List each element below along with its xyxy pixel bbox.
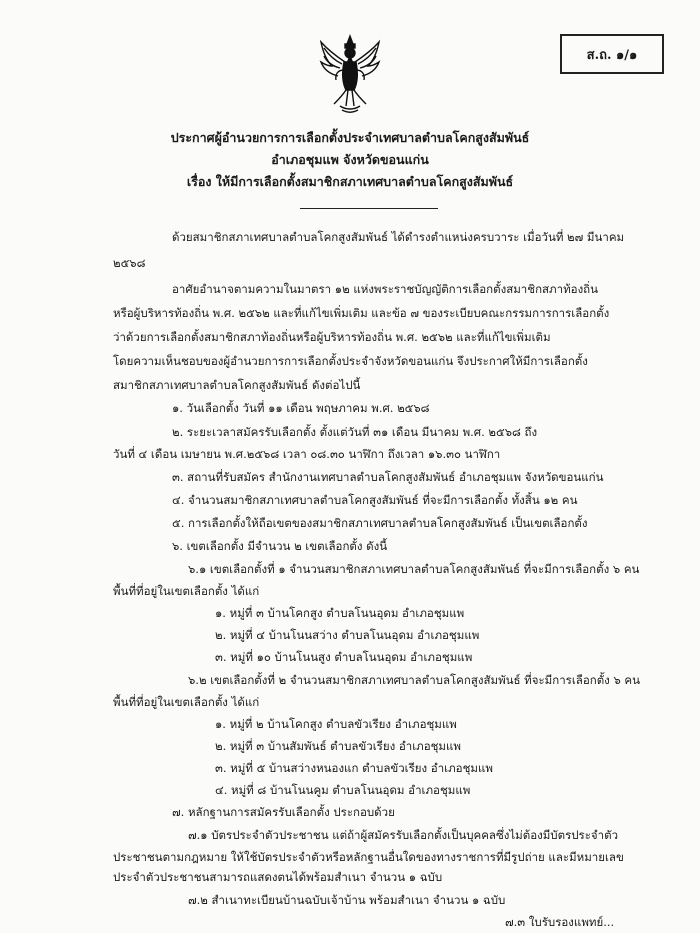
form-code: ส.ถ. ๑/๑ [586, 47, 638, 63]
list-item: ๖. เขตเลือกตั้ง มีจำนวน ๒ เขตเลือกตั้ง ดังนี้ [172, 539, 388, 553]
body-line: ว่าด้วยการเลือกตั้งสมาชิกสภาท้องถิ่นหรือผู้บริหารท้องถิ่น พ.ศ. ๒๕๖๒ และที่แก้ไขเพิ่มเติม [113, 330, 551, 344]
list-item: ๒. หมู่ที่ ๔ บ้านโนนสว่าง ตำบลโนนอุดม อำเภอชุมแพ [215, 628, 480, 642]
body-line: หรือผู้บริหารท้องถิ่น พ.ศ. ๒๕๖๒ และที่แก้ไขเพิ่มเติม และข้อ ๗ ของระเบียบคณะกรรมการการเลือกตั้ง [113, 306, 610, 320]
list-item: ๒. ระยะเวลาสมัครรับเลือกตั้ง ตั้งแต่วันที่ ๓๑ เดือน มีนาคม พ.ศ. ๒๕๖๘ ถึง [172, 425, 538, 439]
body-line: พื้นที่ที่อยู่ในเขตเลือกตั้ง ได้แก่ [113, 695, 260, 709]
header-subject: เรื่อง ให้มีการเลือกตั้งสมาชิกสภาเทศบาลตำบลโคกสูงสัมพันธ์ [186, 174, 514, 189]
body-line: พื้นที่ที่อยู่ในเขตเลือกตั้ง ได้แก่ [113, 584, 260, 598]
list-item: ๖.๑ เขตเลือกตั้งที่ ๑ จำนวนสมาชิกสภาเทศบาลตำบลโคกสูงสัมพันธ์ ที่จะมีการเลือกตั้ง ๖ คน [188, 562, 640, 576]
header-district: อำเภอชุมแพ จังหวัดขอนแก่น [271, 152, 429, 167]
body-line: ๗.๒ สำเนาทะเบียนบ้านฉบับเจ้าบ้าน พร้อมสำเนา จำนวน ๑ ฉบับ [188, 893, 506, 907]
body-line: ๒๕๖๘ [113, 256, 146, 270]
list-item: ๗.๑ บัตรประจำตัวประชาชน แต่ถ้าผู้สมัครรับเลือกตั้งเป็นบุคคลซึ่งไม่ต้องมีบัตรประจำตัว [188, 828, 619, 842]
list-item: ๗. หลักฐานการสมัครรับเลือกตั้ง ประกอบด้วย [172, 805, 395, 819]
body-line: อาศัยอำนาจตามความในมาตรา ๑๒ แห่งพระราชบัญญัติการเลือกตั้งสมาชิกสภาท้องถิ่น [172, 282, 599, 296]
form-code-box [560, 34, 664, 74]
list-item: ๑. หมู่ที่ ๓ บ้านโคกสูง ตำบลโนนอุดม อำเภอชุมแพ [215, 606, 465, 620]
body-line: ประจำตัวประชาชนสามารถแสดงตนได้พร้อมสำเนา จำนวน ๑ ฉบับ [113, 870, 443, 884]
body-line: วันที่ ๔ เดือน เมษายน พ.ศ.๒๕๖๘ เวลา ๐๘.๓๐ นาฬิกา ถึงเวลา ๑๖.๓๐ นาฬิกา [113, 447, 501, 461]
list-item: ๖.๒ เขตเลือกตั้งที่ ๒ จำนวนสมาชิกสภาเทศบาลตำบลโคกสูงสัมพันธ์ ที่จะมีการเลือกตั้ง ๖ คน [188, 673, 640, 687]
list-item: ๒. หมู่ที่ ๓ บ้านสัมพันธ์ ตำบลขัวเรียง อำเภอชุมแพ [215, 739, 462, 753]
list-item: ๑. หมู่ที่ ๒ บ้านโคกสูง ตำบลขัวเรียง อำเภอชุมแพ [215, 717, 457, 731]
list-item: ๔. หมู่ที่ ๘ บ้านโนนคูม ตำบลโนนอุดม อำเภอชุมแพ [215, 783, 471, 797]
list-item: ๕. การเลือกตั้งให้ถือเขตของสมาชิกสภาเทศบาลตำบลโคกสูงสัมพันธ์ เป็นเขตเลือกตั้ง [172, 516, 588, 530]
body-line: ๗.๓ ใบรับรองแพทย์... [505, 915, 615, 929]
body-line: โดยความเห็นชอบของผู้อำนวยการการเลือกตั้งประจำจังหวัดขอนแก่น จึงประกาศให้มีการเลือกตั้ง [113, 354, 588, 368]
list-item: ๓. หมู่ที่ ๑๐ บ้านโนนสูง ตำบลโนนอุดม อำเภอชุมแพ [215, 650, 473, 664]
header-title: ประกาศผู้อำนวยการการเลือกตั้งประจำเทศบาลตำบลโคกสูงสัมพันธ์ [170, 130, 530, 145]
list-item: ๑. วันเลือกตั้ง วันที่ ๑๑ เดือน พฤษภาคม พ.ศ. ๒๕๖๘ [172, 401, 430, 415]
body-line: สมาชิกสภาเทศบาลตำบลโคกสูงสัมพันธ์ ดังต่อไปนี้ [113, 378, 361, 392]
header-divider [300, 208, 438, 209]
list-item: ๓. หมู่ที่ ๕ บ้านสว่างหนองแก ตำบลขัวเรียง อำเภอชุมแพ [215, 761, 493, 775]
list-item: ๓. สถานที่รับสมัคร สำนักงานเทศบาลตำบลโคกสูงสัมพันธ์ อำเภอชุมแพ จังหวัดขอนแก่น [172, 470, 604, 484]
body-line: ด้วยสมาชิกสภาเทศบาลตำบลโคกสูงสัมพันธ์ ได้ดำรงตำแหน่งครบวาระ เมื่อวันที่ ๒๗ มีนาคม [172, 230, 625, 244]
body-line: ประชาชนตามกฎหมาย ให้ใช้บัตรประจำตัวหรือหลักฐานอื่นใดของทางราชการที่มีรูปถ่าย และมีหมายเลข [113, 850, 624, 864]
list-item: ๔. จำนวนสมาชิกสภาเทศบาลตำบลโคกสูงสัมพันธ์ ที่จะมีการเลือกตั้ง ทั้งสิ้น ๑๒ คน [172, 493, 578, 507]
garuda-emblem-icon [318, 34, 382, 114]
announcement-header [0, 127, 700, 193]
